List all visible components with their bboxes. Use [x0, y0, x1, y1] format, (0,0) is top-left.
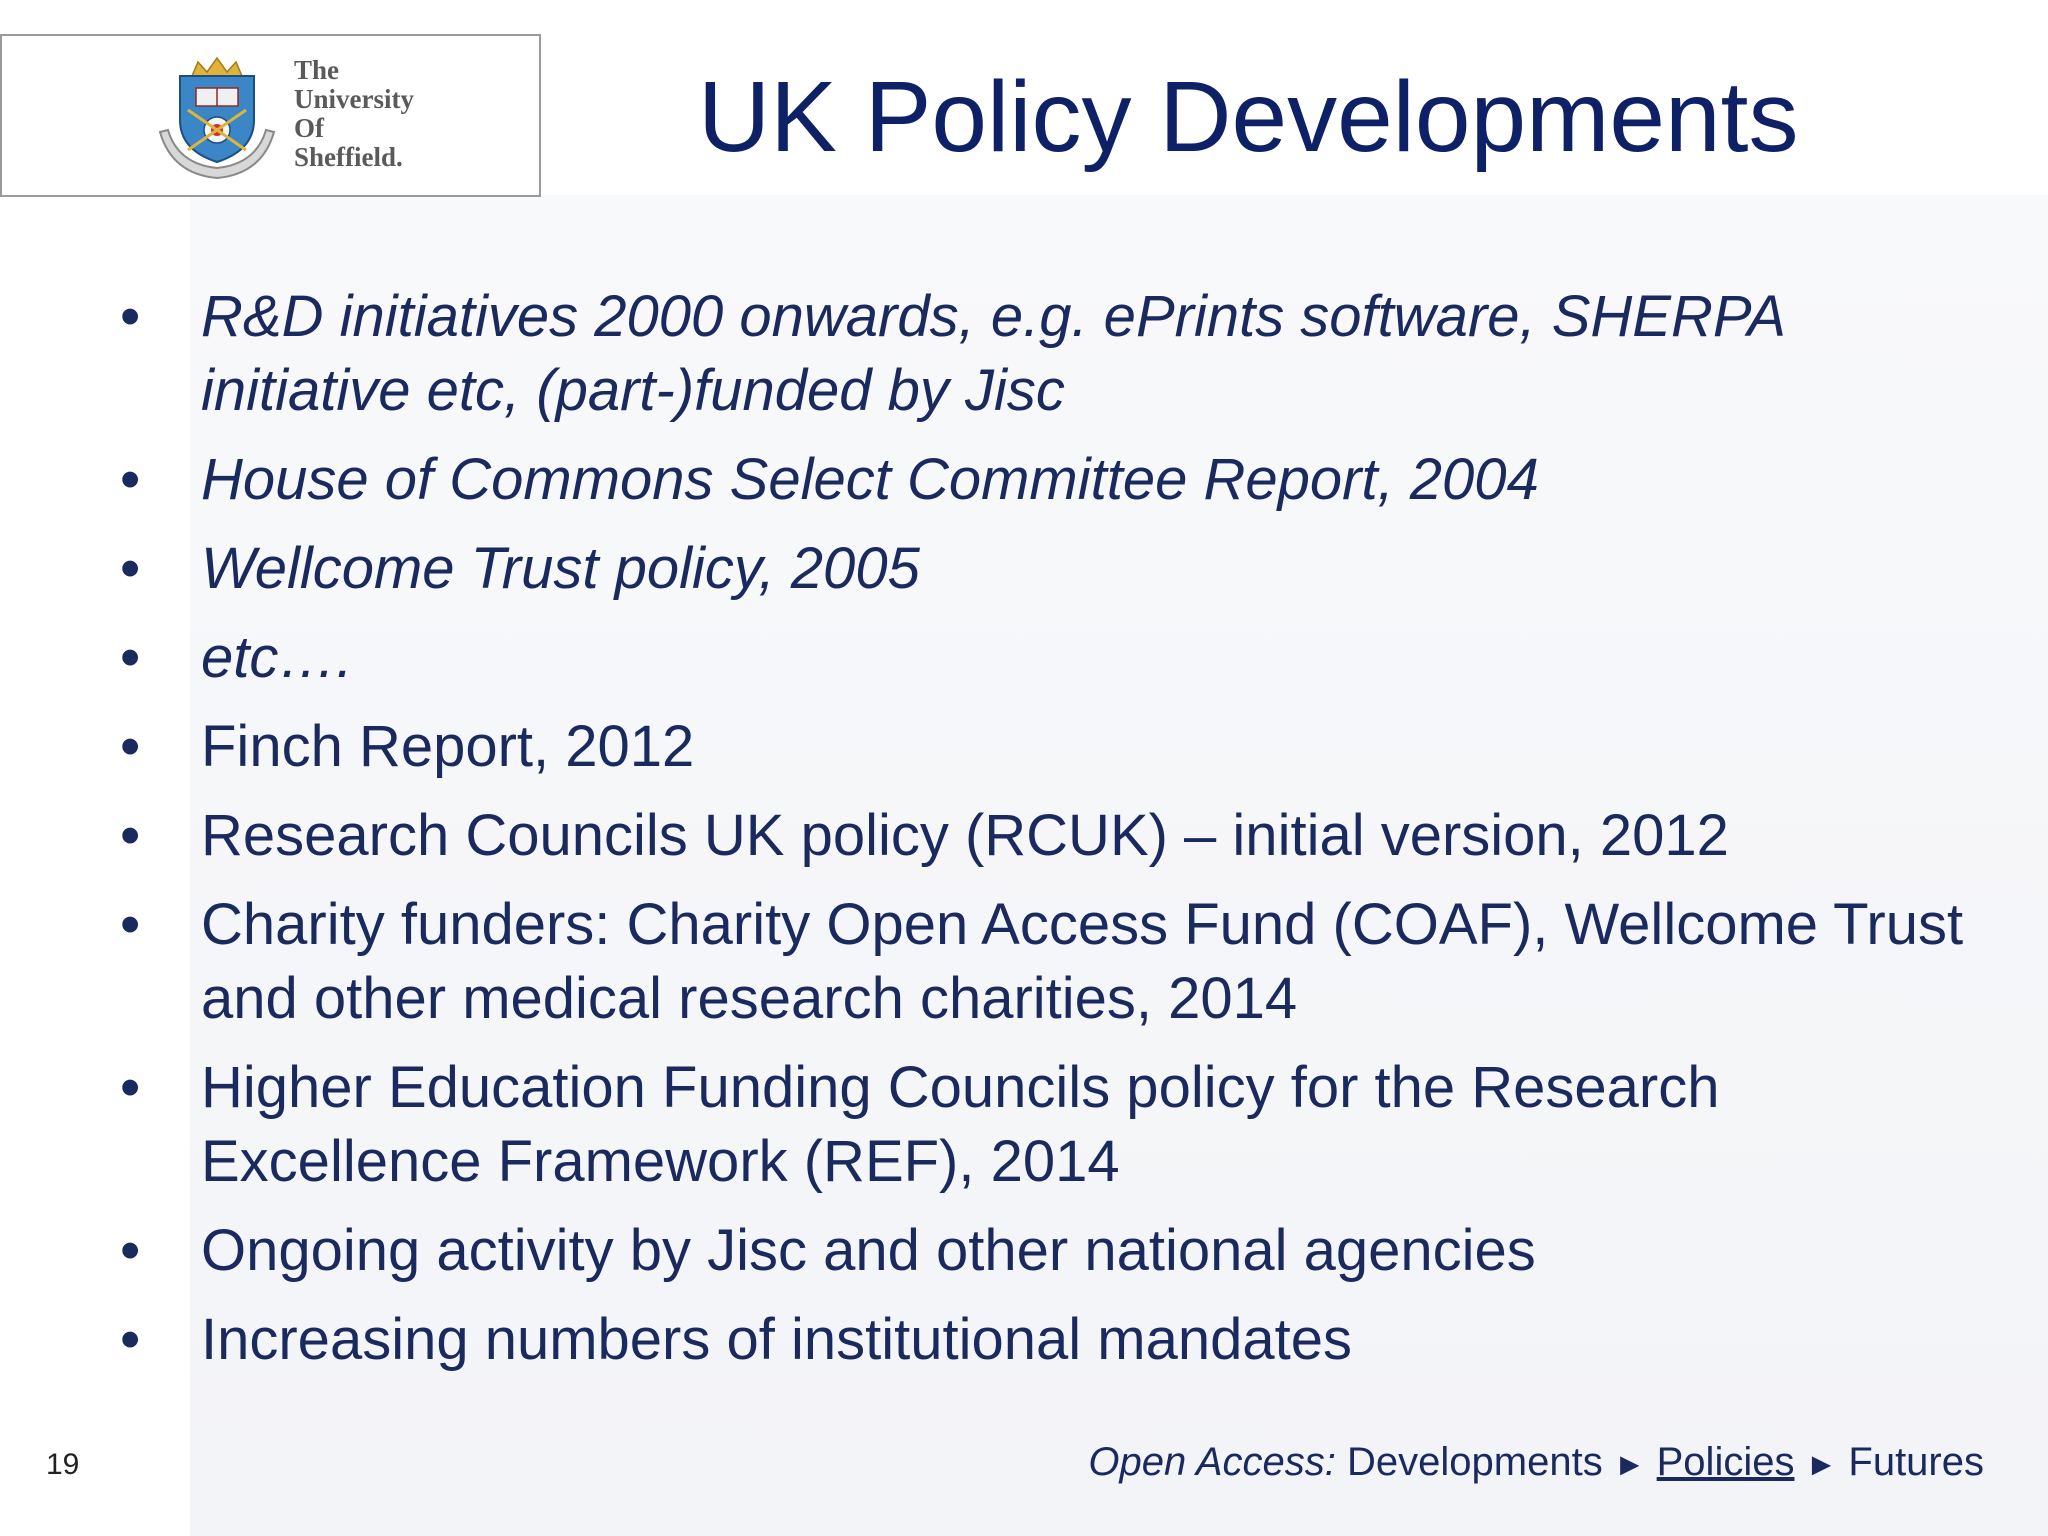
bullet-list — [120, 280, 2000, 1392]
bullet-marker: • — [120, 447, 141, 512]
bullet-marker: • — [120, 625, 141, 690]
bullet-item — [120, 799, 2000, 873]
breadcrumb-arrow-icon: ► — [1613, 1446, 1646, 1482]
bullet-item — [120, 1051, 2000, 1199]
university-crest-icon — [152, 54, 282, 182]
bullet-item — [120, 532, 2000, 606]
page-title: UK Policy Developments — [698, 61, 1799, 173]
bullet-marker: • — [120, 1055, 141, 1120]
bullet-text: House of Commons Select Committee Report, 2004 — [201, 447, 1539, 512]
breadcrumb-arrow-icon: ► — [1805, 1446, 1838, 1482]
bullet-text: Research Councils UK policy (RCUK) – initial version, 2012 — [201, 803, 1729, 868]
bullet-text: R&D initiatives 2000 onwards, e.g. ePrints software, SHERPA initiative etc, (part-)funded by Jisc — [201, 284, 1784, 423]
bullet-text: Increasing numbers of institutional mandates — [201, 1307, 1352, 1372]
logo-line: Sheffield. — [294, 142, 403, 172]
slide-footer — [0, 1440, 2048, 1490]
bullet-marker: • — [120, 803, 141, 868]
university-logo — [0, 34, 541, 197]
breadcrumb-item-policies: Policies — [1656, 1440, 1795, 1484]
bullet-item — [120, 1303, 2000, 1377]
bullet-item — [120, 1214, 2000, 1288]
bullet-marker: • — [120, 536, 141, 601]
bullet-marker: • — [120, 284, 141, 349]
university-logo-text — [294, 56, 414, 172]
bullet-marker: • — [120, 1218, 141, 1283]
bullet-marker: • — [120, 714, 141, 779]
bullet-item — [120, 443, 2000, 517]
logo-line: The — [294, 55, 340, 85]
bullet-item — [120, 280, 2000, 428]
breadcrumb-prefix: Open Access: — [1088, 1440, 1336, 1484]
bullet-item — [120, 621, 2000, 695]
bullet-marker: • — [120, 892, 141, 957]
bullet-text: Finch Report, 2012 — [201, 714, 695, 779]
bullet-text: etc…. — [201, 625, 353, 690]
bullet-text: Charity funders: Charity Open Access Fund (COAF), Wellcome Trust and other medical research charities, 2014 — [201, 892, 1964, 1031]
logo-line: Of — [294, 113, 324, 143]
bullet-text: Higher Education Funding Councils policy for the Research Excellence Framework (REF), 2014 — [201, 1055, 1720, 1194]
bullet-marker: • — [120, 1307, 141, 1372]
breadcrumb — [1088, 1440, 1984, 1485]
page-number: 19 — [46, 1448, 80, 1481]
logo-line: University — [294, 84, 414, 114]
bullet-text: Ongoing activity by Jisc and other national agencies — [201, 1218, 1536, 1283]
bullet-item — [120, 888, 2000, 1036]
breadcrumb-item-developments: Developments — [1347, 1440, 1603, 1484]
bullet-text: Wellcome Trust policy, 2005 — [201, 536, 920, 601]
breadcrumb-item-futures: Futures — [1848, 1440, 1984, 1484]
bullet-item — [120, 710, 2000, 784]
